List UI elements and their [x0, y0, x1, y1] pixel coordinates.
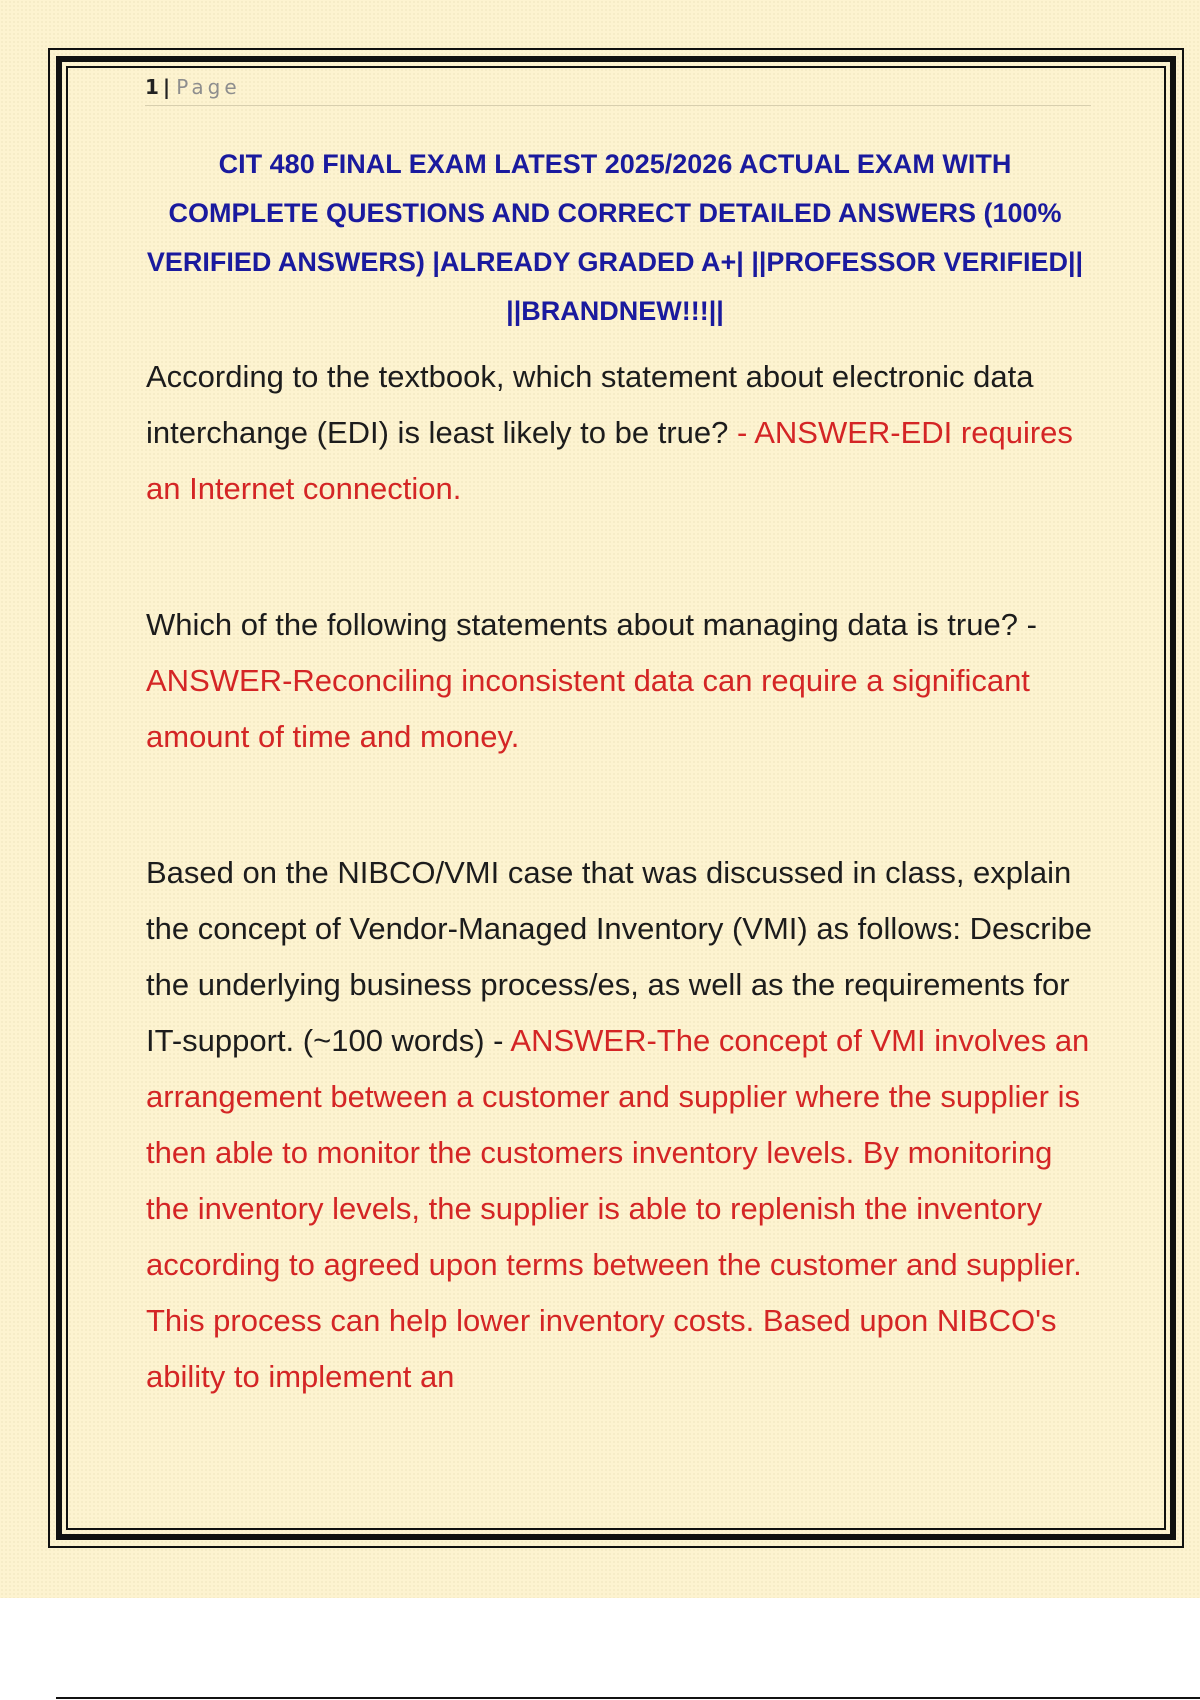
answer-text: ANSWER-Reconciling inconsistent data can require a significant amount of time and money.	[146, 663, 1030, 754]
qa-item	[146, 349, 1096, 517]
page-header	[145, 74, 1091, 106]
question-text: According to the textbook, which statement about electronic data interchange (EDI) is least likely to be true?	[146, 359, 1034, 450]
page-header-separator: |	[162, 75, 171, 99]
question-text: Based on the NIBCO/VMI case that was discussed in class, explain the concept of Vendor-Managed Inventory (VMI) as follows: Describe the underlying business process/es, as well as the requirements for IT-support. (~100 words) -	[146, 855, 1092, 1058]
question-text: Which of the following statements about managing data is true? -	[146, 607, 1037, 642]
page-number: 1	[145, 75, 159, 99]
qa-content	[146, 349, 1096, 1405]
document-title: CIT 480 FINAL EXAM LATEST 2025/2026 ACTUAL EXAM WITH COMPLETE QUESTIONS AND CORRECT DETAILED ANSWERS (100% VERIFIED ANSWERS) |ALREADY GRADED A+| ||PROFESSOR VERIFIED|| ||BRANDNEW!!!||	[146, 149, 1084, 326]
page-label: Page	[176, 75, 241, 99]
qa-item	[146, 845, 1096, 1405]
answer-text: - ANSWER-EDI requires an Internet connection.	[146, 415, 1073, 506]
answer-text: ANSWER-The concept of VMI involves an arrangement between a customer and supplier where the supplier is then able to monitor the customers inventory levels. By monitoring the inventory levels, the supplier is able to replenish the inventory according to agreed upon terms between the customer and supplier. This process can help lower inventory costs. Based upon NIBCO's ability to implement an	[146, 1023, 1090, 1394]
next-page-top-rule	[56, 1697, 1200, 1699]
qa-item	[146, 597, 1096, 765]
